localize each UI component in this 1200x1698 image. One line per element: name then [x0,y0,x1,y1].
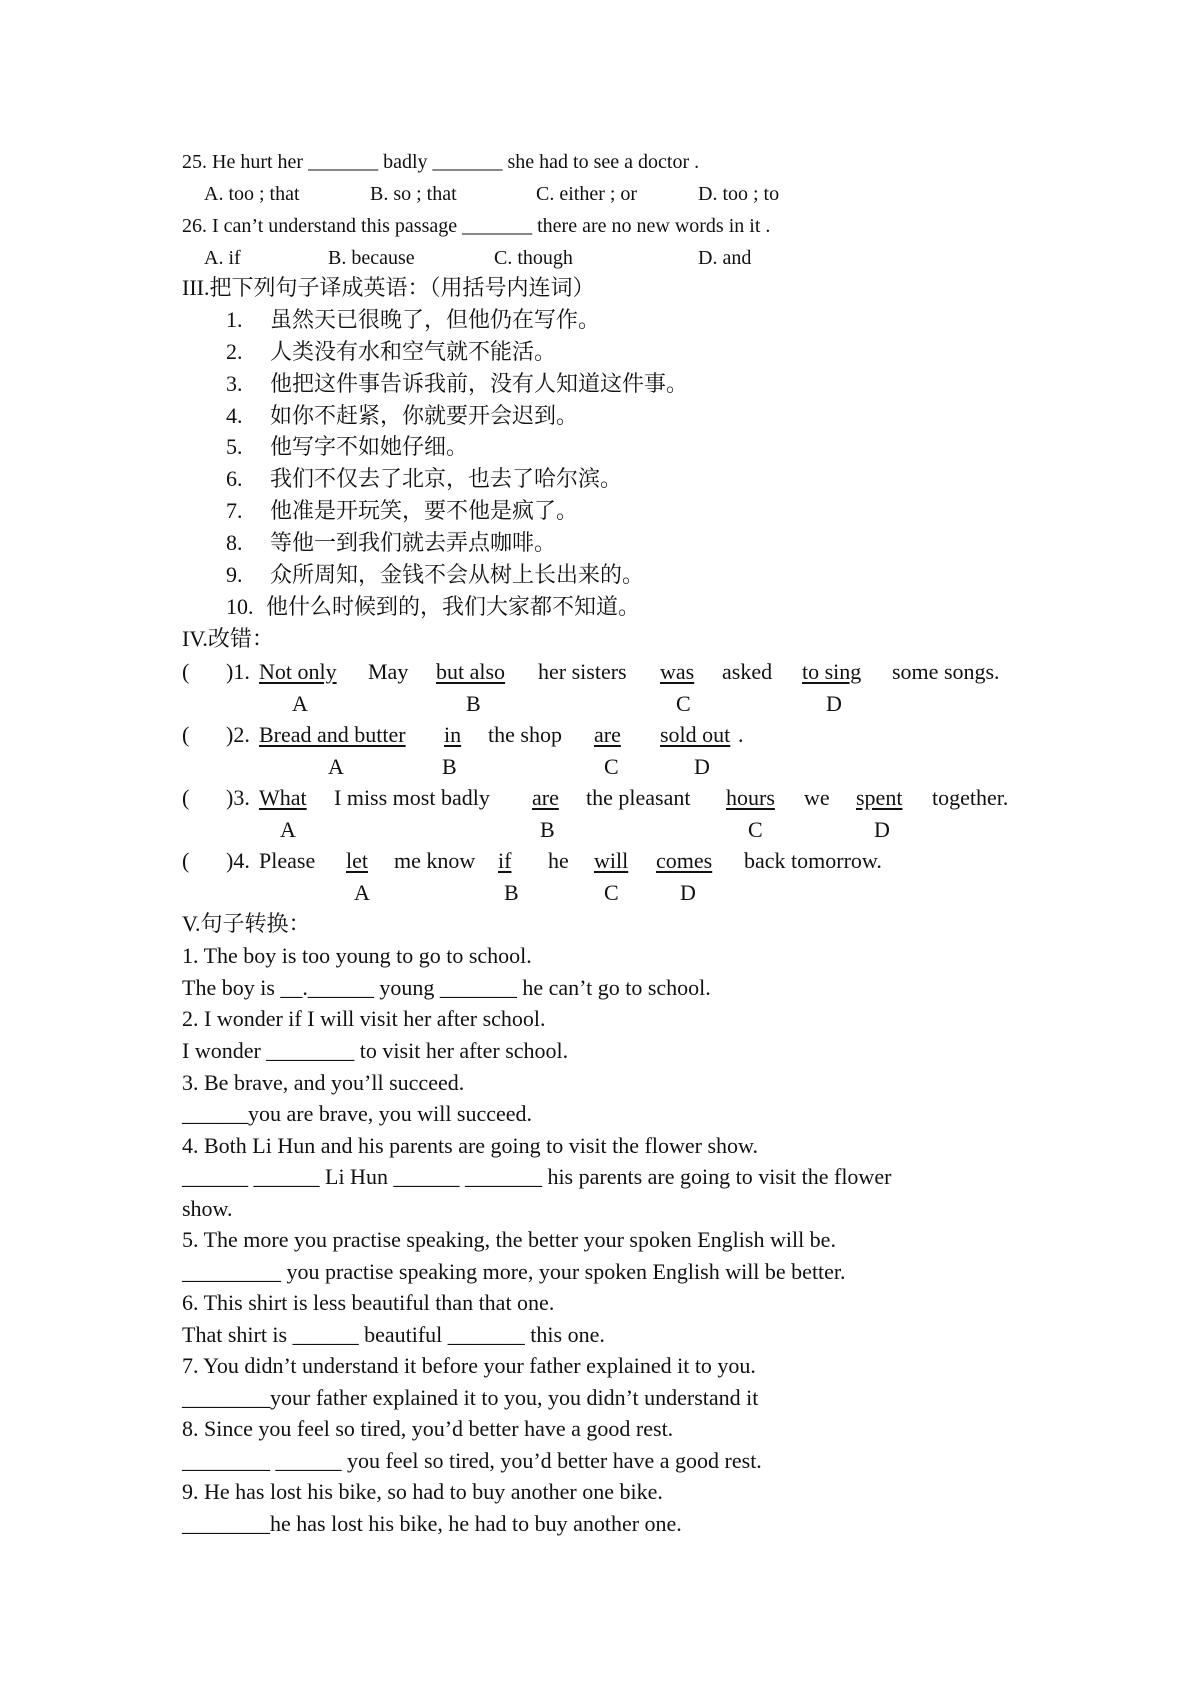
q26-option-c: C. though [494,247,573,269]
sentence-word: we [804,785,830,810]
option-letter: A [280,817,296,842]
option-letter: B [442,754,457,779]
option-letter: A [354,880,370,905]
transformation-line: ________he has lost his bike, he had to buy another one. [182,1511,682,1536]
question-26: 26. I can’t understand this passage _______ there are no new words in it . [182,215,771,237]
item-number: 2. [226,339,243,364]
transformation-line: 1. The boy is too young to go to school. [182,943,532,968]
item-number: 9. [226,562,243,587]
underlined-option-c: was [660,659,695,684]
item-text: 他准是开玩笑，要不他是疯了。 [270,498,579,523]
translation-item [226,532,556,554]
transformation-line: 6. This shirt is less beautiful than that one. [182,1290,555,1315]
underlined-option-c: are [594,722,621,747]
transformation-line: That shirt is ______ beautiful _______ this one. [182,1322,605,1347]
q25-option-b: B. so ; that [370,183,457,205]
sentence-word: Please [259,848,316,873]
sentence-word: I miss most badly [334,785,490,810]
item-text: 虽然天已很晚了，但他仍在写作。 [270,307,601,332]
answer-paren: ( [182,722,190,747]
transformation-line: 9. He has lost his bike, so had to buy another one bike. [182,1479,663,1504]
item-number: )3. [226,785,250,810]
item-number: )2. [226,722,250,747]
underlined-option-b: in [444,722,462,747]
item-number: 6. [226,466,243,491]
sentence-word: the pleasant [586,785,691,810]
question-25: 25. He hurt her _______ badly _______ she had to see a doctor . [182,151,700,173]
option-letter: D [694,754,710,779]
underlined-option-a: let [346,848,368,873]
item-number: 5. [226,434,243,459]
transformation-line: ________ ______ you feel so tired, you’d better have a good rest. [182,1448,762,1473]
item-text: 如你不赶紧，你就要开会迟到。 [270,403,579,428]
underlined-option-d: sold out [660,722,731,747]
sentence-word: together. [932,785,1009,810]
option-letter: C [604,754,619,779]
item-text: 等他一到我们就去弄点咖啡。 [270,530,557,555]
item-text: 他什么时候到的，我们大家都不知道。 [266,594,641,619]
translation-item [226,468,622,490]
item-number: 1. [226,307,243,332]
translation-item [226,341,556,363]
sentence-word: he [548,848,569,873]
item-text: 人类没有水和空气就不能活。 [270,339,557,364]
translation-item [226,596,640,618]
option-letter: D [826,691,842,716]
option-letter: C [676,691,691,716]
option-letter: D [874,817,890,842]
translation-item [226,500,578,522]
answer-paren: ( [182,659,190,684]
item-text: 我们不仅去了北京，也去了哈尔滨。 [270,466,623,491]
q25-option-d: D. too ; to [698,183,780,205]
transformation-line: 8. Since you feel so tired, you’d better have a good rest. [182,1416,674,1441]
underlined-option-d: spent [856,785,903,810]
answer-paren: ( [182,785,190,810]
underlined-option-d: to sing [802,659,862,684]
option-letter: B [540,817,555,842]
item-number: 10. [226,594,254,619]
underlined-option-b: are [532,785,559,810]
underlined-option-a: Not only [259,659,337,684]
answer-paren: ( [182,848,190,873]
item-number: )1. [226,659,250,684]
q26-option-a: A. if [204,247,241,269]
item-number: )4. [226,848,250,873]
option-letter: C [748,817,763,842]
transformation-line: ________your father explained it to you, you didn’t understand it [182,1385,759,1410]
sentence-word: some songs. [892,659,1000,684]
transformation-heading: V.句子转换： [182,911,311,936]
q26-option-b: B. because [328,247,415,269]
error-correction-heading: IV.改错： [182,626,274,651]
transformation-line: I wonder ________ to visit her after school. [182,1038,569,1063]
transformation-line: show. [182,1196,233,1221]
underlined-option-a: What [259,785,307,810]
transformation-line: 4. Both Li Hun and his parents are going to visit the flower show. [182,1133,758,1158]
q25-option-a: A. too ; that [204,183,300,205]
translation-item [226,436,468,458]
transformation-line: 5. The more you practise speaking, the better your spoken English will be. [182,1227,836,1252]
transformation-line: 7. You didn’t understand it before your father explained it to you. [182,1353,756,1378]
option-letter: D [680,880,696,905]
sentence-word: asked [722,659,773,684]
underlined-option-a: Bread and butter [259,722,406,747]
sentence-word: me know [394,848,476,873]
underlined-option-c: will [594,848,629,873]
transformation-line: 2. I wonder if I will visit her after school. [182,1006,546,1031]
item-number: 7. [226,498,243,523]
item-number: 4. [226,403,243,428]
option-letter: A [292,691,308,716]
transformation-line: The boy is __.______ young _______ he can’t go to school. [182,975,711,1000]
underlined-option-d: comes [656,848,713,873]
transformation-line: 3. Be brave, and you’ll succeed. [182,1070,465,1095]
q25-option-c: C. either ; or [536,183,638,205]
sentence-word: . [738,722,744,747]
q26-option-d: D. and [698,247,752,269]
item-text: 他把这件事告诉我前，没有人知道这件事。 [270,371,689,396]
sentence-word: May [368,659,409,684]
translation-heading: III.把下列句子译成英语：（用括号内连词） [182,275,595,300]
sentence-word: her sisters [538,659,627,684]
underlined-option-c: hours [726,785,775,810]
transformation-line: _________ you practise speaking more, your spoken English will be better. [182,1259,846,1284]
underlined-option-b: but also [436,659,506,684]
item-text: 他写字不如她仔细。 [270,434,469,459]
translation-item [226,564,644,586]
underlined-option-b: if [498,848,512,873]
item-number: 8. [226,530,243,555]
translation-item [226,309,600,331]
sentence-word: back tomorrow. [744,848,882,873]
transformation-line: ______you are brave, you will succeed. [182,1101,533,1126]
option-letter: A [328,754,344,779]
item-number: 3. [226,371,243,396]
item-text: 众所周知，金钱不会从树上长出来的。 [270,562,645,587]
option-letter: B [504,880,519,905]
sentence-word: the shop [488,722,562,747]
option-letter: B [466,691,481,716]
translation-item [226,405,578,427]
transformation-line: ______ ______ Li Hun ______ _______ his parents are going to visit the flower [182,1164,892,1189]
option-letter: C [604,880,619,905]
translation-item [226,373,688,395]
